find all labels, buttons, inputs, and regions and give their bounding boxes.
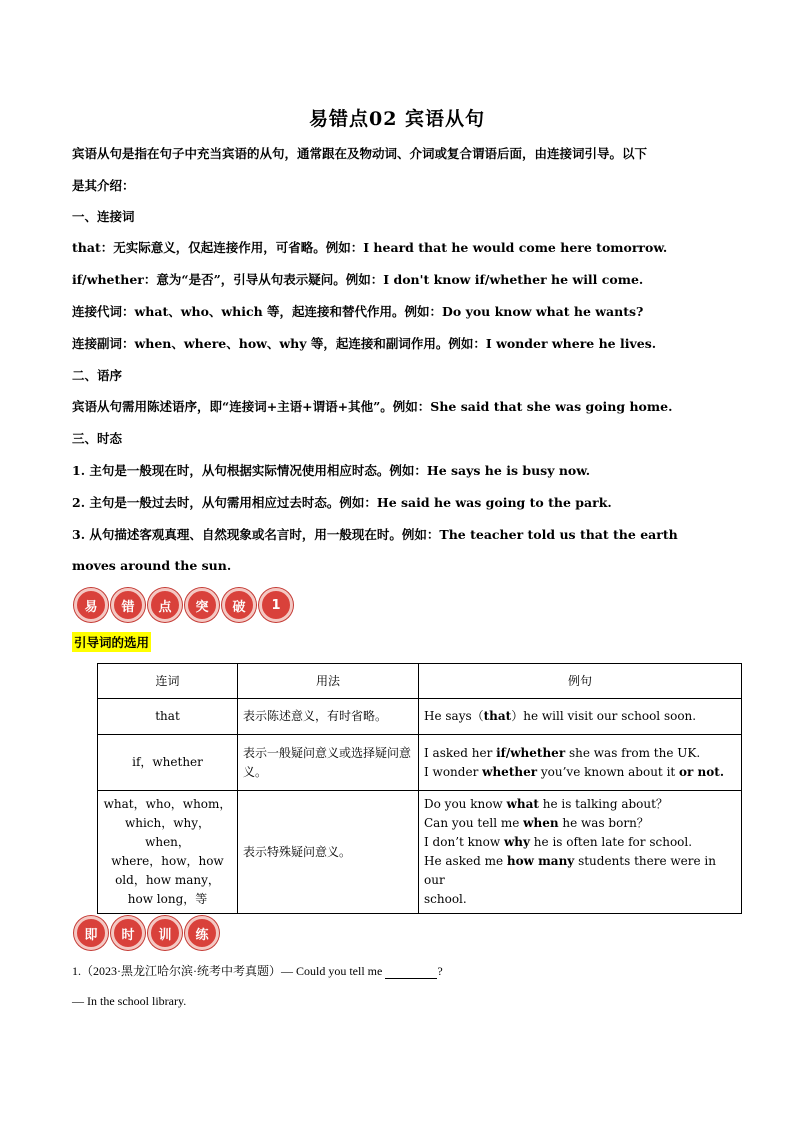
tense-rule-1: 1. 主句是一般现在时，从句根据实际情况使用相应时态。例如：He says he is busy now. bbox=[72, 463, 591, 478]
table-row bbox=[98, 791, 742, 914]
text-run: ）he will visit our school soon. bbox=[511, 709, 697, 723]
cell-line: how long，等 bbox=[127, 892, 208, 906]
text-run: Do you know bbox=[424, 797, 507, 811]
section-badge-breakthrough bbox=[74, 588, 293, 622]
bold-run: or not. bbox=[679, 764, 724, 779]
badge-char: 训 bbox=[148, 916, 182, 950]
answer-1: — In the school library. bbox=[72, 994, 187, 1008]
item-connective-pronoun: 连接代词：what、who、which 等，起连接和替代作用。例如：Do you know what he wants? bbox=[72, 304, 644, 319]
badge-char: 练 bbox=[185, 916, 219, 950]
table-cell: that bbox=[98, 699, 238, 735]
example-line bbox=[424, 763, 736, 782]
example-line bbox=[424, 814, 736, 833]
text-run: you’ve known about it bbox=[537, 764, 680, 779]
text-run: He says（ bbox=[424, 709, 484, 723]
text-run: I don’t know bbox=[424, 835, 504, 849]
section-heading-1: 一、连接词 bbox=[72, 209, 135, 224]
item-if-whether: if/whether：意为“是否”，引导从句表示疑问。例如：I don't know if/whether he will come. bbox=[72, 272, 644, 287]
page-title: 易错点02 宾语从句 bbox=[308, 108, 486, 130]
section-heading-2: 二、语序 bbox=[72, 368, 123, 383]
text-run: I wonder bbox=[424, 764, 483, 779]
cell-line: which，why，when， bbox=[124, 816, 211, 849]
table-row bbox=[98, 735, 742, 791]
table-header-row bbox=[98, 664, 742, 699]
bold-run: that bbox=[483, 709, 512, 723]
question-1 bbox=[72, 962, 443, 979]
example-line bbox=[424, 795, 736, 814]
word-order-text: 宾语从句需用陈述语序，即“连接词+主语+谓语+其他”。例如：She said that she was going home. bbox=[72, 399, 673, 414]
answer-blank bbox=[385, 966, 437, 979]
cell-line: where，how，how bbox=[111, 854, 224, 868]
badge-char: 破 bbox=[222, 588, 256, 622]
text-run: students there were in our bbox=[424, 854, 716, 887]
table-cell: 表示陈述意义，有时省略。 bbox=[238, 699, 419, 735]
text-run: he is often late for school. bbox=[529, 835, 693, 849]
table-cell bbox=[419, 699, 742, 735]
table-cell: if，whether bbox=[98, 735, 238, 791]
connective-table bbox=[97, 663, 742, 914]
tense-rule-3-line-2: moves around the sun. bbox=[72, 558, 232, 573]
table-cell bbox=[98, 791, 238, 914]
example-line bbox=[424, 852, 736, 890]
table-header-cell: 用法 bbox=[238, 664, 419, 699]
bold-run: whether bbox=[482, 764, 538, 779]
table-header-cell: 连词 bbox=[98, 664, 238, 699]
table-cell bbox=[419, 735, 742, 791]
badge-char: 突 bbox=[185, 588, 219, 622]
bold-run: if/whether bbox=[496, 745, 566, 760]
bold-run: why bbox=[503, 835, 530, 849]
tense-rule-2: 2. 主句是一般过去时，从句需用相应过去时态。例如：He said he was going to the park. bbox=[72, 495, 612, 510]
badge-char: 错 bbox=[111, 588, 145, 622]
bold-run: what bbox=[506, 797, 539, 811]
cell-line: old，how many， bbox=[115, 873, 220, 887]
badge-char: 时 bbox=[111, 916, 145, 950]
item-connective-adverb: 连接副词：when、where、how、why 等，起连接和副词作用。例如：I wonder where he lives. bbox=[72, 336, 657, 351]
text-run: he was born？ bbox=[558, 816, 649, 830]
table-cell: 表示特殊疑问意义。 bbox=[238, 791, 419, 914]
badge-char: 1 bbox=[259, 588, 293, 622]
tense-rule-3-line-1: 3. 从句描述客观真理、自然现象或名言时，用一般现在时。例如：The teacher told us that the earth bbox=[72, 527, 678, 542]
bold-run: how many bbox=[506, 854, 575, 868]
item-that: that：无实际意义，仅起连接作用，可省略。例如：I heard that he would come here tomorrow. bbox=[72, 240, 668, 255]
example-line: school. bbox=[424, 892, 467, 906]
text-run: I asked her bbox=[424, 745, 497, 760]
intro-line-1: 宾语从句是指在句子中充当宾语的从句，通常跟在及物动词、介词或复合谓语后面，由连接词引导。以下 bbox=[72, 146, 648, 161]
highlighted-subheading: 引导词的选用 bbox=[72, 632, 151, 652]
bold-run: when bbox=[523, 816, 559, 830]
cell-line: what，who，whom， bbox=[103, 797, 232, 811]
badge-char: 易 bbox=[74, 588, 108, 622]
table-cell: 表示一般疑问意义或选择疑问意义。 bbox=[238, 735, 419, 791]
badge-char: 即 bbox=[74, 916, 108, 950]
question-text: 1.（2023·黑龙江哈尔滨·统考中考真题）— Could you tell me bbox=[72, 964, 383, 978]
example-line bbox=[424, 833, 736, 852]
text-run: she was from the UK. bbox=[565, 745, 701, 760]
text-run: he is talking about？ bbox=[538, 797, 668, 811]
section-badge-practice bbox=[74, 916, 219, 950]
text-run: He asked me bbox=[424, 854, 507, 868]
intro-line-2: 是其介绍： bbox=[72, 178, 135, 193]
question-mark: ? bbox=[437, 964, 443, 978]
table-row bbox=[98, 699, 742, 735]
example-line bbox=[424, 744, 736, 763]
table-cell bbox=[419, 791, 742, 914]
table-header-cell: 例句 bbox=[419, 664, 742, 699]
badge-char: 点 bbox=[148, 588, 182, 622]
text-run: Can you tell me bbox=[424, 816, 524, 830]
section-heading-3: 三、时态 bbox=[72, 431, 123, 446]
